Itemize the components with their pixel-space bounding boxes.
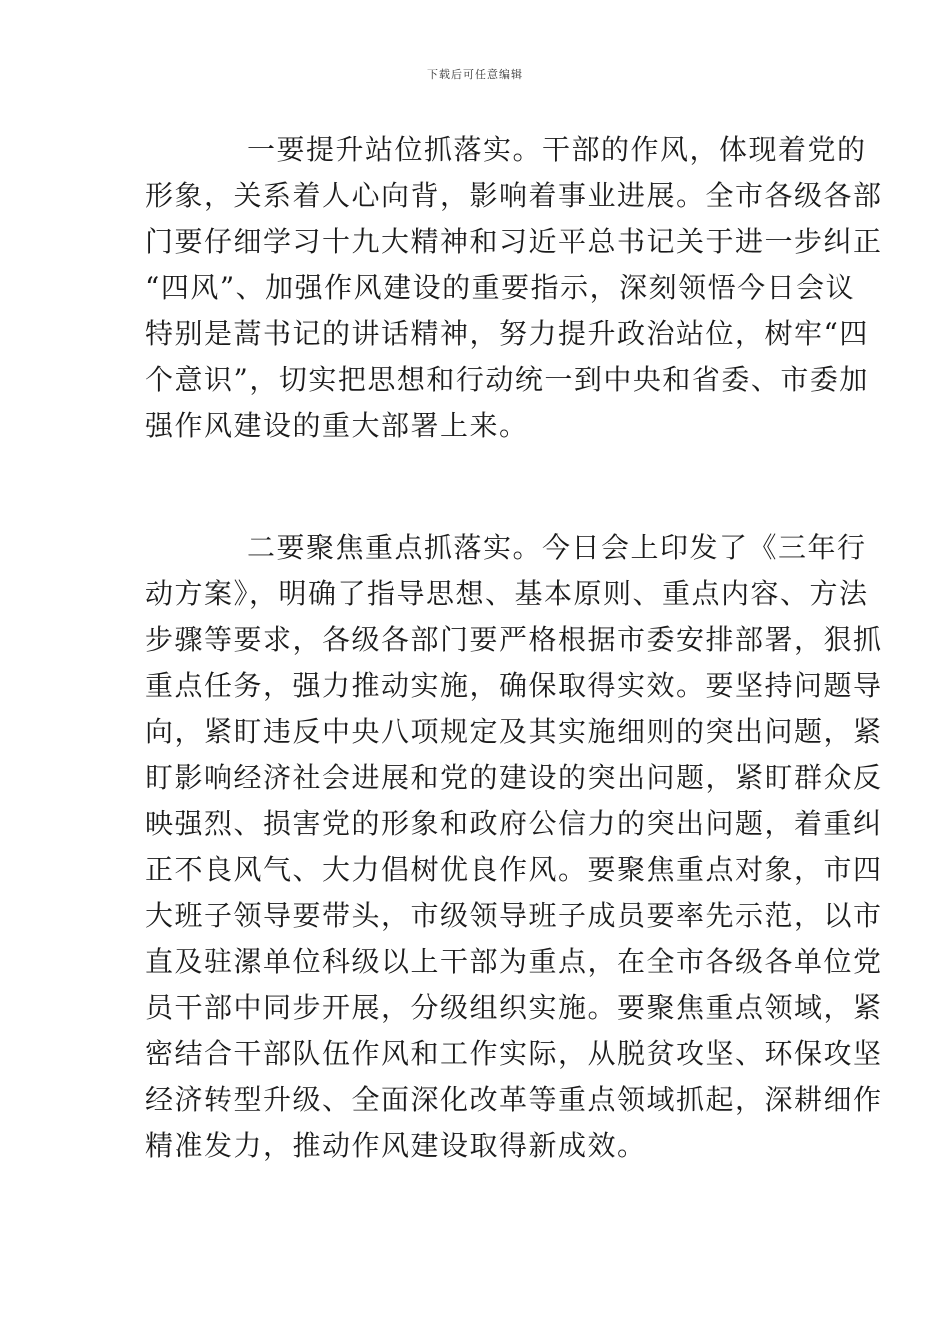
- paragraph-line: 盯影响经济社会进展和党的建设的突出问题，紧盯群众反: [145, 761, 883, 794]
- paragraph-line: 精准发力，推动作风建设取得新成效。: [145, 1129, 647, 1162]
- paragraph-line: 直及驻漯单位科级以上干部为重点，在全市各级各单位党: [145, 945, 883, 978]
- paragraph-line: 个意识”，切实把思想和行动统一到中央和省委、市委加: [145, 363, 869, 396]
- paragraph-line: 正不良风气、大力倡树优良作风。要聚焦重点对象，市四: [145, 853, 883, 886]
- paragraph-line: 特别是蒿书记的讲话精神，努力提升政治站位，树牢“四: [145, 317, 869, 350]
- paragraph-line: 二要聚焦重点抓落实。今日会上印发了《三年行: [247, 531, 867, 564]
- paragraph-line: 员干部中同步开展，分级组织实施。要聚焦重点领域，紧: [145, 991, 883, 1024]
- page-header-note: 下载后可任意编辑: [427, 68, 523, 81]
- paragraph-line: 映强烈、损害党的形象和政府公信力的突出问题，着重纠: [145, 807, 883, 840]
- paragraph-line: 一要提升站位抓落实。干部的作风，体现着党的: [247, 133, 867, 166]
- paragraph-line: 密结合干部队伍作风和工作实际，从脱贫攻坚、环保攻坚: [145, 1037, 883, 1070]
- paragraph-line: “四风”、加强作风建设的重要指示，深刻领悟今日会议: [145, 271, 856, 304]
- paragraph-line: 形象，关系着人心向背，影响着事业进展。全市各级各部: [145, 179, 883, 212]
- paragraph-line: 门要仔细学习十九大精神和习近平总书记关于进一步纠正: [145, 225, 883, 258]
- paragraph-2: [145, 525, 883, 1169]
- paragraph-line: 经济转型升级、全面深化改革等重点领域抓起，深耕细作: [145, 1083, 883, 1116]
- paragraph-line: 大班子领导要带头，市级领导班子成员要率先示范，以市: [145, 899, 883, 932]
- paragraph-line: 强作风建设的重大部署上来。: [145, 409, 529, 442]
- paragraph-line: 步骤等要求，各级各部门要严格根据市委安排部署，狠抓: [145, 623, 883, 656]
- paragraph-line: 重点任务，强力推动实施，确保取得实效。要坚持问题导: [145, 669, 883, 702]
- paragraph-1: [145, 127, 883, 449]
- paragraph-line: 向，紧盯违反中央八项规定及其实施细则的突出问题，紧: [145, 715, 883, 748]
- paragraph-line: 动方案》，明确了指导思想、基本原则、重点内容、方法: [145, 577, 869, 610]
